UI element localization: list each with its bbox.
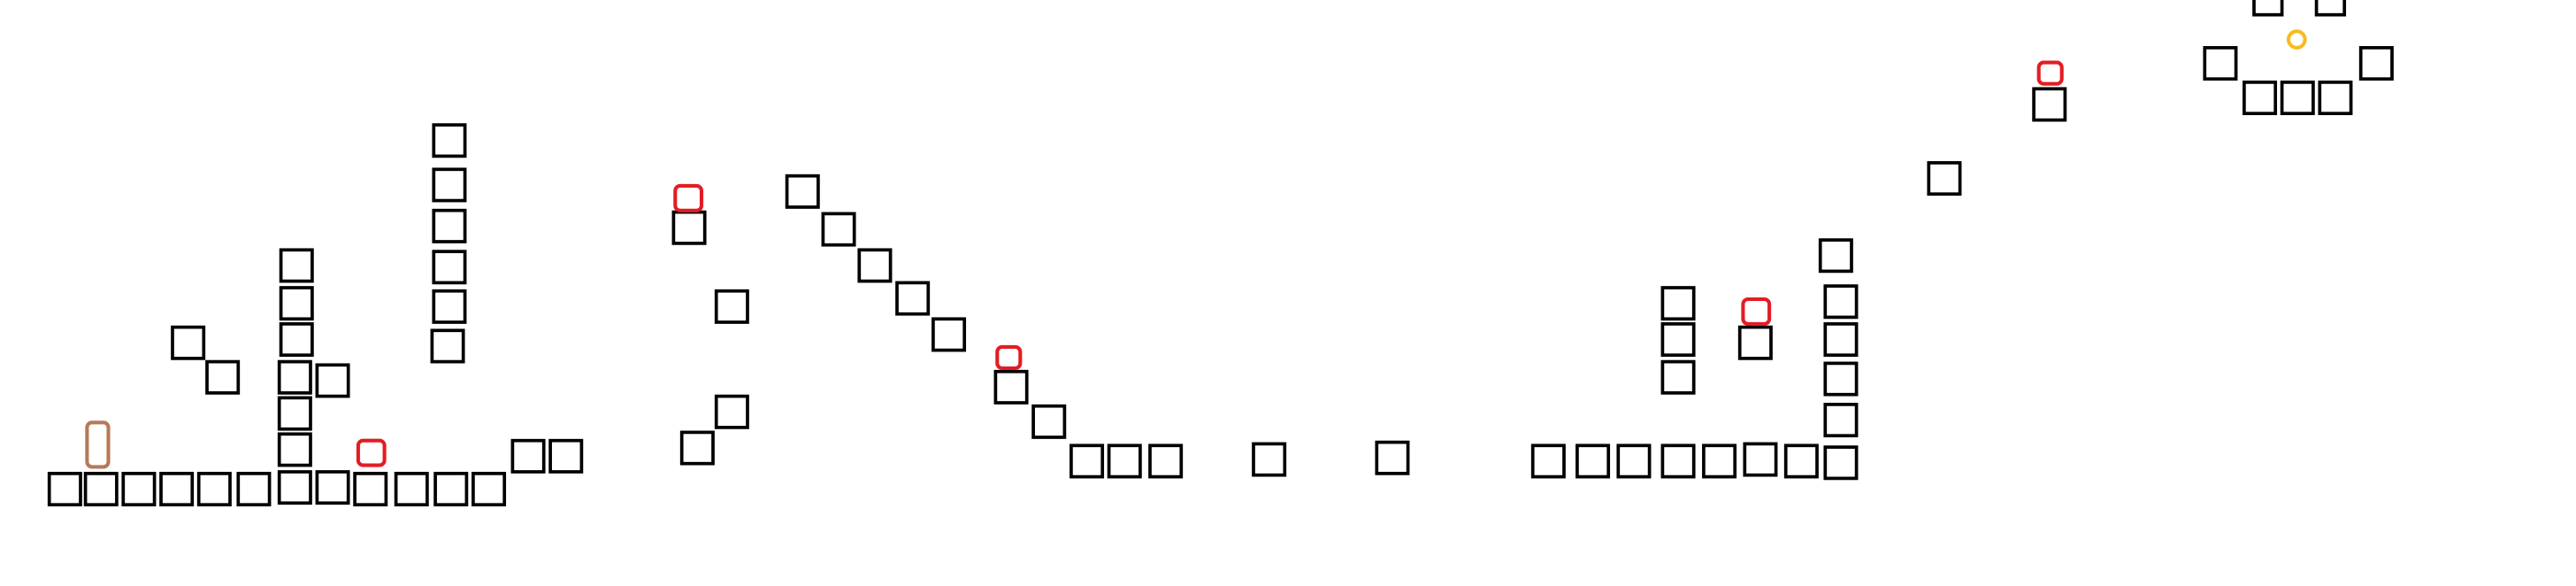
block-59	[1825, 286, 1856, 317]
block-40	[1033, 406, 1064, 437]
block-48	[1618, 445, 1649, 476]
block-54	[1662, 288, 1693, 319]
block-62	[1825, 405, 1856, 436]
block-47	[1577, 445, 1608, 476]
block-8	[317, 472, 348, 503]
block-71	[2317, 0, 2345, 15]
block-2	[86, 474, 117, 505]
block-14	[550, 441, 581, 472]
block-43	[1150, 445, 1181, 476]
block-17	[281, 250, 312, 281]
block-4	[161, 474, 192, 505]
block-45	[1376, 443, 1407, 474]
block-19	[281, 324, 312, 355]
hazard-spike-4	[1743, 299, 1769, 324]
block-30	[673, 212, 704, 243]
block-33	[682, 432, 713, 463]
block-13	[512, 441, 543, 472]
block-60	[1825, 324, 1856, 355]
block-49	[1662, 445, 1693, 476]
block-23	[317, 365, 348, 396]
block-63	[1928, 163, 1959, 194]
block-28	[433, 291, 464, 322]
block-55	[1662, 324, 1693, 355]
block-70	[2254, 0, 2282, 15]
block-68	[2282, 82, 2313, 113]
block-61	[1825, 363, 1856, 394]
block-12	[473, 474, 504, 505]
block-50	[1704, 445, 1735, 476]
block-9	[355, 474, 386, 505]
block-36	[859, 250, 890, 281]
player-character[interactable]	[87, 422, 108, 466]
block-64	[2034, 89, 2065, 120]
block-10	[396, 474, 427, 505]
block-57	[1740, 328, 1771, 359]
block-56	[1662, 362, 1693, 393]
block-15	[172, 328, 203, 359]
goal-coin[interactable]	[2288, 31, 2305, 48]
block-6	[238, 474, 269, 505]
block-35	[823, 213, 854, 244]
hazard-spike-2	[675, 186, 702, 211]
block-32	[717, 397, 748, 428]
block-34	[787, 176, 818, 207]
block-38	[933, 319, 964, 350]
block-66	[2361, 48, 2392, 79]
block-3	[123, 474, 154, 505]
block-69	[2319, 82, 2350, 113]
block-26	[433, 211, 464, 242]
block-25	[433, 169, 464, 200]
block-5	[199, 474, 230, 505]
block-39	[995, 372, 1026, 403]
block-51	[1744, 443, 1775, 474]
block-11	[435, 474, 466, 505]
block-41	[1071, 445, 1102, 476]
block-24	[433, 125, 464, 156]
block-20	[280, 362, 310, 393]
block-27	[433, 251, 464, 282]
block-1	[50, 474, 80, 505]
block-44	[1254, 443, 1284, 474]
block-42	[1109, 445, 1140, 476]
block-52	[1786, 445, 1817, 476]
block-53	[1825, 447, 1856, 478]
block-31	[717, 291, 748, 322]
hazard-spike-5	[2039, 63, 2062, 84]
block-37	[897, 282, 928, 313]
block-29	[432, 330, 463, 361]
block-58	[1821, 240, 1852, 271]
block-67	[2244, 82, 2275, 113]
block-16	[207, 362, 238, 393]
block-18	[281, 288, 312, 319]
hazard-spike-3	[997, 347, 1020, 368]
block-22	[280, 434, 310, 465]
block-7	[280, 472, 310, 503]
block-65	[2204, 48, 2235, 79]
block-21	[280, 397, 310, 428]
hazard-spike-1	[358, 441, 385, 466]
block-46	[1533, 445, 1564, 476]
